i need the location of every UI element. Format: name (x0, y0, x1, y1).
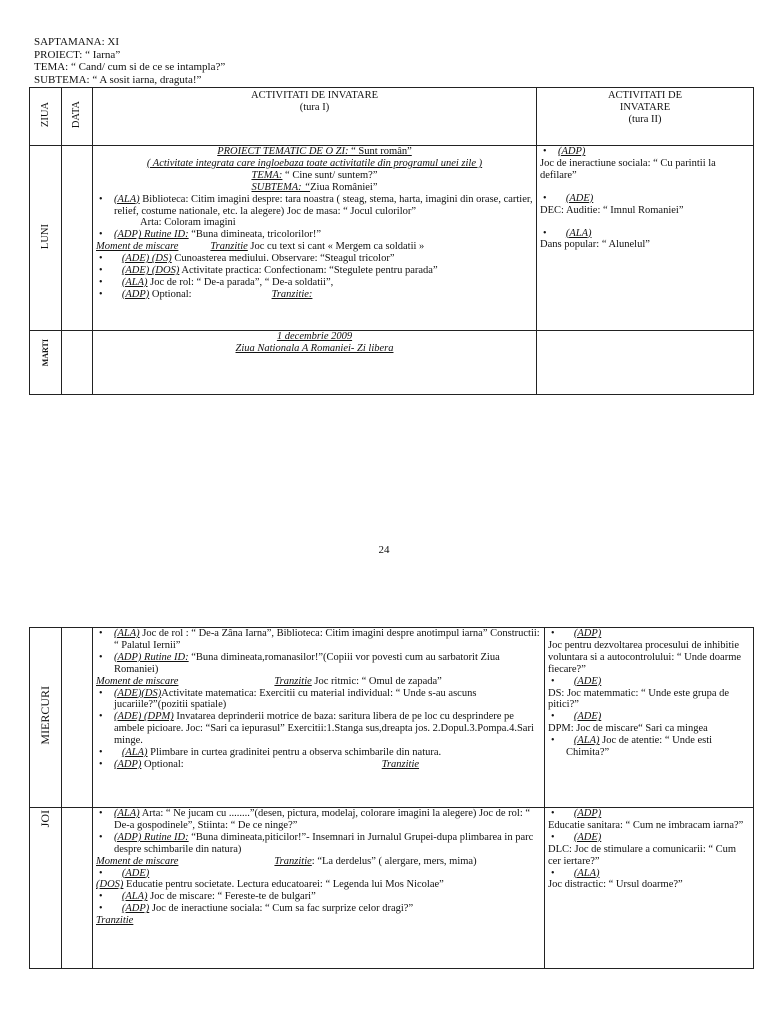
t2-text: Dans popular: “ Alunelul” (540, 239, 650, 251)
list-item: • (ADE) (DOS) Activitate practica: Confectionam: “Stegulete pentru parada” (96, 265, 533, 277)
date-cell-luni (62, 146, 93, 331)
day-luni: LUNI (39, 223, 51, 249)
t2-text: DPM: Joc de miscare“ Sari ca mingea (548, 723, 708, 735)
header-data: DATA (71, 100, 83, 129)
list-item: • (ALA) Plimbare in curtea gradinitei pentru a observa schimbarile din natura. (96, 747, 541, 759)
list-item: • (ADP) (548, 628, 750, 640)
list-item: • (ADP) (548, 808, 750, 820)
list-item: • (ALA) (548, 868, 750, 880)
movement-line: Moment de miscare Tranzitie: “La derdelus” ( alergare, mers, mima) (96, 855, 477, 867)
day-marti: MARTI (40, 339, 50, 367)
joi-tura1 (93, 808, 545, 969)
miercuri-tura2 (545, 628, 754, 808)
list-item: • (ADP) Joc de ineractiune sociala: “ Cum sa fac surprize celor dragi?” (96, 903, 541, 915)
day-cell-miercuri (30, 628, 62, 808)
list-item: • (ALA) Joc de rol : “ De-a Zâna Iarna”, Biblioteca: Citim imagini despre anotimpul iarna” Constructii: “ Palatul Iernii” (96, 628, 541, 652)
theme-line: TEMA: “ Cand/ cum si de ce se intampla?” (34, 61, 226, 73)
list-item: • (ADE) (540, 193, 750, 205)
list-item: • (ADE) (DPM) Invatarea deprinderii motrice de baza: saritura libera de pe loc cu desprindere pe ambele picioare. Joc: “Sari ca iepurasul” Exercitii:1.Stanga sus,dreapta jos. 2.Dopul.3.Pompa.4.Sari minge. (96, 711, 541, 747)
day-miercuri: MIERCURI (37, 686, 52, 745)
tura2-title-b: INVATARE (619, 101, 671, 113)
header-ziua-cell (30, 88, 62, 146)
date-cell-miercuri (62, 628, 93, 808)
header-ziua: ZIUA (39, 102, 51, 128)
list-item: • (ADP) Optional: Tranzitie: (96, 289, 533, 301)
day-cell-joi (30, 808, 62, 969)
list-item: • (ADP) Rutine ID: “Buna dimineata,piticilor!”- Insemnari in Jurnalul Grupei-dupa plimbarea in parc despre schimbarile din natura) (96, 832, 541, 856)
integrata-line: ( Activitate integrata care ingloebaza toate activitatile din programul unei zile ) (146, 157, 483, 169)
luni-tura1 (93, 146, 537, 331)
tura1-title: ACTIVITATI DE INVATARE (250, 90, 379, 101)
page-number: 24 (378, 544, 390, 556)
schedule-table-1 (29, 87, 754, 395)
marti-holiday: Ziua Nationala A Romaniei- Zi libera (235, 342, 394, 354)
miercuri-tura1 (93, 628, 545, 808)
t2-text: DS: Joc matemmatic: “ Unde este grupa de pitici?” (548, 687, 730, 711)
day-cell-marti (30, 331, 62, 395)
subtema-line: SUBTEMA: “Ziua României” (251, 181, 378, 193)
list-item: • (ADP) (540, 146, 750, 158)
b1-extra: Arta: Coloram imagini (140, 217, 236, 229)
marti-tura2 (537, 331, 754, 395)
luni-tura2 (537, 146, 754, 331)
header-tura2 (537, 88, 754, 146)
date-cell-joi (62, 808, 93, 969)
marti-tura1 (93, 331, 537, 395)
header-tura1 (93, 88, 537, 146)
list-item: • (ADE) (548, 832, 750, 844)
t2-text: Joc pentru dezvoltarea procesului de inhibitie voluntara si a autocontrolului: “ Unde doarme fiecare?” (548, 639, 742, 675)
tranzitie-line: Tranzitie (96, 915, 134, 927)
joi-tura2 (545, 808, 754, 969)
document-header (34, 36, 225, 86)
proiect-line: PROIECT TEMATIC DE O ZI: “ Sunt român” (217, 146, 412, 157)
list-item: • (ADE)(DS)Activitate matematica: Exercitii cu material individual: “ Unde s-au ascuns jucariile?”(pozitii spatiale) (96, 688, 541, 712)
list-item: • (ALA) Arta: “ Ne jucam cu ........”(desen, pictura, modelaj, colorare imagini la alegere) Joc de rol: “ De-a gospodinele”, Stiinta: “ De ce ninge?” (96, 808, 541, 832)
tura1-subtitle: (tura I) (299, 101, 330, 113)
list-item: • (ADE) (548, 711, 750, 723)
list-item: • (ALA) (540, 228, 750, 240)
day-cell-luni (30, 146, 62, 331)
list-item: • (ALA) Joc de atentie: “ Unde esti Chimita?” (548, 735, 750, 759)
t2-text: DLC: Joc de stimulare a comunicarii: “ Cum cer iertare?” (548, 843, 737, 867)
schedule-table-2 (29, 627, 754, 969)
list-item: • (ADE) (DS) Cunoasterea mediului. Observare: “Steagul tricolor” (96, 253, 533, 265)
day-joi: JOI (37, 810, 52, 828)
list-item: • (ADP) Rutine ID: “Buna dimineata, tricolorilor!” (96, 229, 533, 241)
t2-text: DEC: Auditie: “ Imnul Romaniei” (540, 204, 684, 216)
tema-line: TEMA: “ Cine sunt/ suntem?” (251, 169, 378, 181)
project-line: PROIECT: “ Iarna” (34, 48, 121, 61)
marti-date: 1 decembrie 2009 (276, 331, 353, 342)
list-item: • (ADE) (96, 868, 541, 880)
list-item: • (ALA) Joc de miscare: “ Fereste-te de bulgari” (96, 891, 541, 903)
dos-line: (DOS) Educatie pentru societate. Lectura educatoarei: “ Legenda lui Mos Nicolae” (96, 879, 444, 891)
movement-line: Moment de miscare Tranzitie Joc ritmic: “ Omul de zapada” (96, 675, 442, 687)
list-item: • (ADE) (548, 676, 750, 688)
subtheme-line: SUBTEMA: “ A sosit iarna, draguta!” (34, 73, 202, 86)
t2-text: Joc distractic: “ Ursul doarme?” (548, 879, 683, 891)
t2-text: Educatie sanitara: “ Cum ne imbracam iarna?” (548, 819, 744, 831)
movement-line: Moment de miscare Tranzitie Joc cu text si cant « Mergem ca soldatii » (96, 241, 425, 253)
list-item: • (ALA) Joc de rol: “ De-a parada”, “ De-a soldatii”, (96, 277, 533, 289)
date-cell-marti (62, 331, 93, 395)
list-item: • (ALA) Biblioteca: Citim imagini despre: tara noastra ( steag, stema, harta, imagini din orase, cartier, relief, costume nationale, etc. la alegere) Joc de masa: “ Jocul culorilor” Arta: Coloram imagini (96, 194, 533, 230)
list-item: • (ADP) Optional: Tranzitie (96, 759, 541, 771)
week-line: SAPTAMANA: XI (34, 36, 119, 48)
list-item: • (ADP) Rutine ID: “Buna dimineata,romanasilor!”(Copiii vor povesti cum au sarbatorit Ziua Romaniei) (96, 652, 541, 676)
t2-text: Joc de ineractiune sociala: “ Cu parintii la defilare” (540, 157, 716, 181)
tura2-title-a: ACTIVITATI DE (607, 90, 683, 101)
header-data-cell (62, 88, 93, 146)
tura2-subtitle: (tura II) (628, 113, 662, 125)
